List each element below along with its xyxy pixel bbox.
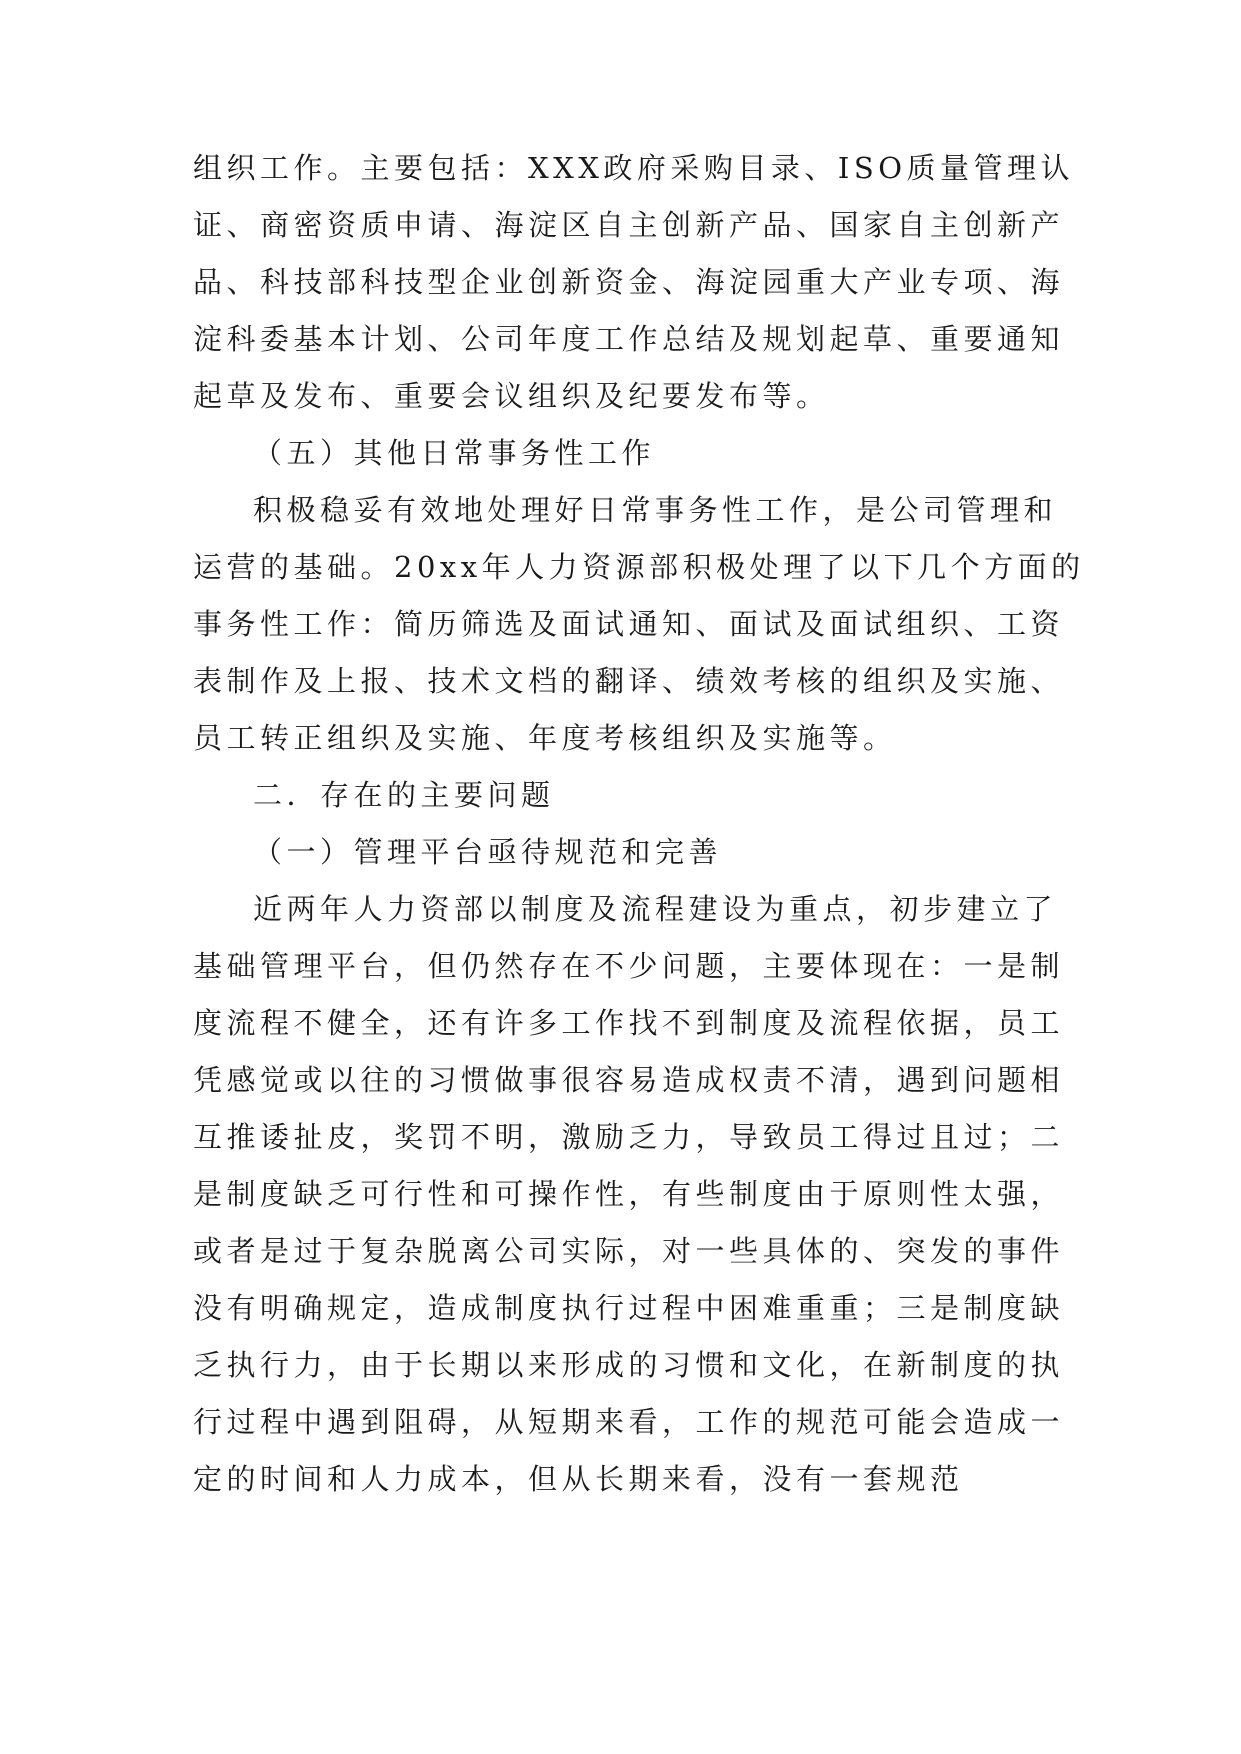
paragraph-line: 或者是过于复杂脱离公司实际，对一些具体的、突发的事件	[193, 1234, 1065, 1268]
paragraph-line: 定的时间和人力成本，但从长期来看，没有一套规范	[193, 1462, 964, 1496]
paragraph-line: 是制度缺乏可行性和可操作性，有些制度由于原则性太强，	[193, 1177, 1065, 1211]
paragraph-line: 事务性工作：简历筛选及面试通知、面试及面试组织、工资	[193, 607, 1065, 641]
section-heading: （一）管理平台亟待规范和完善	[253, 835, 723, 869]
paragraph-line: 凭感觉或以往的习惯做事很容易造成权责不清，遇到问题相	[193, 1063, 1065, 1097]
paragraph-line: 近两年人力资部以制度及流程建设为重点，初步建立了	[253, 892, 1058, 926]
paragraph-line: 员工转正组织及实施、年度考核组织及实施等。	[193, 721, 897, 755]
paragraph-line: 证、商密资质申请、海淀区自主创新产品、国家自主创新产	[193, 208, 1065, 242]
paragraph-line: 组织工作。主要包括：XXX政府采购目录、ISO质量管理认	[193, 151, 1075, 185]
chapter-heading: 二．存在的主要问题	[253, 778, 555, 812]
paragraph-line: 行过程中遇到阻碍，从短期来看，工作的规范可能会造成一	[193, 1405, 1065, 1439]
paragraph-line: 淀科委基本计划、公司年度工作总结及规划起草、重要通知	[193, 322, 1065, 356]
paragraph-line: 互推诿扯皮，奖罚不明，激励乏力，导致员工得过且过；二	[193, 1120, 1065, 1154]
paragraph-line: 乏执行力，由于长期以来形成的习惯和文化，在新制度的执	[193, 1348, 1065, 1382]
paragraph-line: 运营的基础。20xx年人力资源部积极处理了以下几个方面的	[193, 550, 1085, 584]
paragraph-line: 没有明确规定，造成制度执行过程中困难重重；三是制度缺	[193, 1291, 1065, 1325]
paragraph-line: 基础管理平台，但仍然存在不少问题，主要体现在：一是制	[193, 949, 1065, 983]
paragraph-line: 品、科技部科技型企业创新资金、海淀园重大产业专项、海	[193, 265, 1065, 299]
paragraph-line: 度流程不健全，还有许多工作找不到制度及流程依据，员工	[193, 1006, 1065, 1040]
paragraph-line: 积极稳妥有效地处理好日常事务性工作，是公司管理和	[253, 493, 1058, 527]
paragraph-line: 起草及发布、重要会议组织及纪要发布等。	[193, 379, 830, 413]
paragraph-line: 表制作及上报、技术文档的翻译、绩效考核的组织及实施、	[193, 664, 1065, 698]
section-heading: （五）其他日常事务性工作	[253, 436, 656, 470]
